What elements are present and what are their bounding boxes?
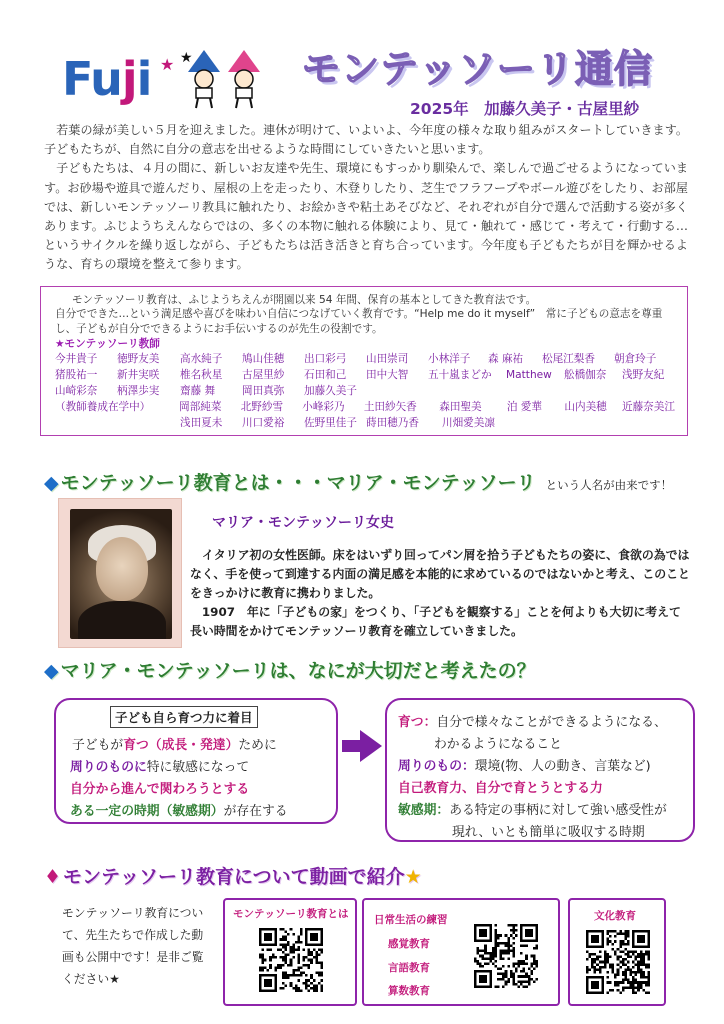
concept-line: 周りのものに特に敏感になって — [70, 760, 250, 775]
bio-paragraph: イタリア初の女性医師。床をはいずり回ってパン屑を拾う子どもたちの姿に、食欲の為ではなく、手を使って到達する内面の満足感を本能的に求めているのではないかと考え、このことをきっかけに教育に携わりました。 — [190, 548, 690, 600]
children-mascot-icon — [158, 48, 272, 110]
section-heading-tail: という人名が由来です！ — [545, 478, 673, 492]
teacher-name: 高水純子 — [180, 353, 223, 366]
year-authors: 2025年 加藤久美子・古屋里紗 — [410, 100, 640, 118]
definition-line: 自己教育力、自分で育とうとする力 — [398, 781, 603, 796]
video-item: 感覚教育 — [388, 938, 430, 950]
teacher-name: Matthew — [506, 369, 552, 382]
teacher-row — [55, 367, 675, 383]
teacher-name: 松尾江梨香 — [542, 353, 595, 366]
trainee-name: 北野紗雪 — [240, 401, 284, 414]
diamond-icon: ◆ — [44, 660, 59, 682]
star-icon: ★ — [404, 866, 422, 888]
video-title: モンテッソーリ教育とは — [233, 908, 349, 920]
concept-line: ある一定の時期（敏感期）が存在する — [70, 804, 288, 819]
video-item: 言語教育 — [388, 962, 430, 974]
fuji-logo — [62, 48, 272, 110]
trainee-name: 蒔田穂乃香 — [366, 417, 419, 430]
montessori-description: モンテッソーリ教育は、ふじようちえんが開園以来 54 年間、保育の基本としてきた教育法です。 — [71, 294, 537, 306]
teachers-box — [40, 286, 688, 436]
teacher-name: 古屋里紗 — [242, 369, 285, 382]
teacher-name: 柄澤歩実 — [117, 385, 160, 398]
qr-code-icon[interactable] — [259, 928, 323, 992]
svg-text:★: ★ — [160, 55, 175, 74]
teacher-name: 鳩山佳穂 — [242, 353, 285, 366]
teacher-name: 猪股祐一 — [55, 369, 98, 382]
teacher-name: 森 麻祐 — [488, 353, 524, 366]
video-card-culture[interactable] — [568, 898, 666, 1006]
teacher-name: 舩橋伽奈 — [564, 369, 607, 382]
teacher-name: 石田和己 — [304, 369, 347, 382]
video-title: 文化教育 — [594, 910, 636, 922]
teacher-name: 今井貴子 — [55, 353, 98, 366]
video-description: モンテッソーリ教育について、先生たちで作成した動画も公開中です！是非ご覧ください★ — [62, 906, 204, 986]
intro-text — [44, 121, 688, 275]
trainee-name: 川畑愛美凛 — [442, 417, 495, 430]
teacher-name: 出口彩弓 — [304, 353, 347, 366]
maria-montessori-portrait — [58, 498, 182, 648]
right-arrow-icon — [342, 728, 382, 764]
teacher-name: 小林洋子 — [428, 353, 471, 366]
trainee-name: 土田紗矢香 — [363, 401, 417, 414]
montessori-description: 自分でできた…という満足感や喜びを味わい自信につなげていく教育です。“Help me do it myself” 常に子どもの意志を尊重し、子どもが自分でできるようにお手伝いするのが先生の役割です。 — [55, 308, 663, 335]
video-item: 算数教育 — [388, 985, 430, 997]
newsletter-title: モンテッソーリ通信 — [302, 47, 654, 91]
bio-paragraph: 1907 年に「子どもの家」をつくり、「子どもを観察する」ことを何よりも大切に考えて長い時間をかけてモンテッソーリ教育を確立していきました。 — [190, 605, 681, 638]
trainee-row — [55, 399, 675, 415]
intro-paragraph: 子どもたちは、４月の間に、新しいお友達や先生、環境にもすっかり馴染んで、楽しんで過ごせるようになっています。お砂場や遊具で遊んだり、屋根の上を走ったり、木登りしたり、芝生でフラフープやボール遊びをしたり、お部屋では、新しいモンテッソーリ教具に触れたり、お絵かきや粘土あそびなど、それぞれが自分で選んで活動する姿が多くあります。ふじようちえんならではの、多くの本物に触れる体験により、見て・触れて・感じて・考えて・行動する…というサイクルを繰り返しながら、子どもたちは活き活きと育ち合っています。今年度も子どもたちが目を輝かせるような、育ちの環境を整えて参ります。 — [44, 161, 688, 272]
teacher-row — [55, 383, 675, 399]
definition-line: 育つ：自分で様々なことができるようになる、 — [398, 715, 667, 730]
trainee-name: 泊 愛華 — [506, 401, 542, 414]
concept-line: 自分から進んで関わろうとする — [70, 782, 250, 797]
teacher-name: 田中大智 — [366, 369, 409, 382]
logo-text: Fuji — [62, 52, 152, 106]
teacher-name: 新井実咲 — [117, 369, 160, 382]
video-item: 日常生活の練習 — [374, 914, 448, 926]
trainee-name: 岡部純菜 — [179, 401, 222, 414]
teacher-name: 朝倉玲子 — [614, 353, 657, 366]
video-card-areas[interactable] — [362, 898, 560, 1006]
qr-code-icon[interactable] — [474, 924, 538, 988]
diamond-icon: ♦ — [44, 866, 62, 888]
trainee-label: （教師養成在学中） — [55, 401, 151, 414]
intro-paragraph: 若葉の緑が美しい５月を迎えました。連休が明けて、いよいよ、今年度の様々な取り組みがスタートしていきます。子どもたちが、自然に自分の意志を出せるような時間にしていきたいと思います。 — [44, 123, 688, 157]
video-card-montessori[interactable] — [223, 898, 357, 1006]
teacher-row — [55, 351, 675, 367]
definition-line: 現れ、いとも簡単に吸収する時期 — [452, 825, 645, 840]
definition-line: 敏感期：ある特定の事柄に対して強い感受性が — [398, 803, 667, 818]
teacher-name: 浅野友紀 — [622, 369, 665, 382]
trainee-row — [55, 415, 675, 431]
section-heading-videos: ♦ モンテッソーリ教育について動画で紹介★ — [44, 866, 422, 888]
trainee-name: 山内美穂 — [564, 401, 607, 414]
trainee-name: 川口愛裕 — [242, 417, 285, 430]
definition-line: 周りのもの：環境(物、人の動き、言葉など) — [398, 759, 651, 774]
teacher-name: 齋藤 舞 — [180, 385, 216, 398]
trainee-name: 小峰彩乃 — [302, 401, 345, 414]
teachers-heading: ★モンテッソーリ教師 — [55, 337, 160, 350]
section-heading-what-matters: ◆ マリア・モンテッソーリは、なにが大切だと考えたの？ — [44, 660, 536, 682]
svg-text:★: ★ — [180, 50, 193, 66]
teacher-name: 岡田真弥 — [242, 385, 285, 398]
concept-line: 子どもが育つ（成長・発達）ために — [72, 738, 277, 753]
teacher-name: 椎名秋星 — [180, 369, 223, 382]
trainee-name: 佐野里佳子 — [304, 417, 357, 430]
teacher-name: 徳野友美 — [117, 353, 160, 366]
portrait-caption: マリア・モンテッソーリ女史 — [212, 515, 394, 531]
section-heading-what-is-montessori: ◆ モンテッソーリ教育とは・・・マリア・モンテッソーリ という人名が由来です！ — [44, 472, 673, 494]
definition-line: わかるようになること — [434, 737, 562, 752]
teacher-name: 山田崇司 — [366, 353, 409, 366]
teacher-name: 山崎彩奈 — [55, 385, 98, 398]
concept-box-heading: 子ども自ら育つ力に着目 — [110, 706, 258, 728]
teacher-name: 五十嵐まどか — [428, 369, 492, 382]
teacher-name: 加藤久美子 — [304, 385, 357, 398]
qr-code-icon[interactable] — [586, 930, 650, 994]
maria-biography — [190, 546, 690, 641]
trainee-name: 森田聖美 — [439, 401, 482, 414]
trainee-name: 浅田夏未 — [180, 417, 223, 430]
trainee-name: 近藤奈美江 — [622, 401, 675, 414]
diamond-icon: ◆ — [44, 472, 59, 494]
